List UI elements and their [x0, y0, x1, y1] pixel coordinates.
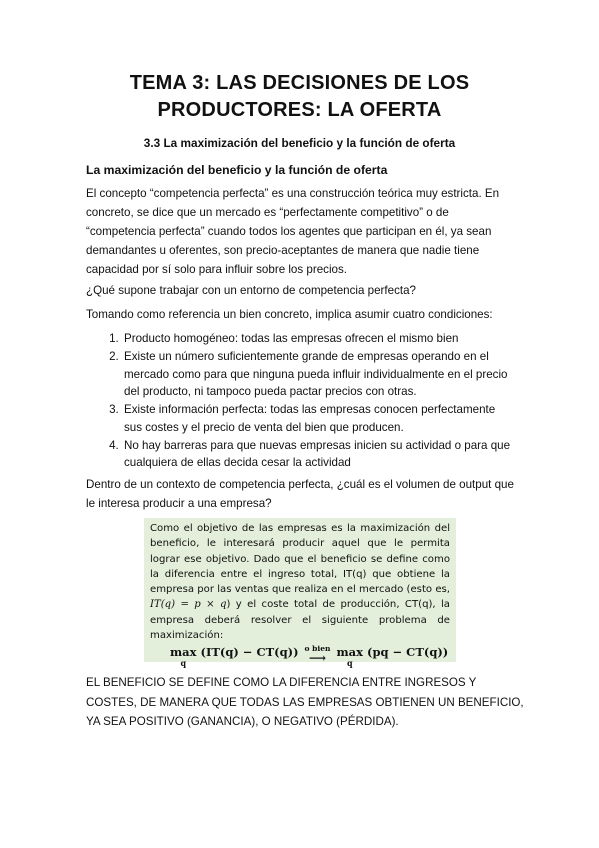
box-text-a: Como el objetivo de las empresas es la maximización del beneficio, le interesará producir aquel que le permita lograr ese objetivo. Dado que el beneficio se define como la diferencia entre el ingreso total, IT(q) que obtiene la empresa por las ventas que realiza en el mercado (esto es, [150, 523, 450, 596]
max-operator-left [170, 645, 196, 667]
max-subscript: q [180, 658, 187, 669]
list-item: 2. Existe un número suficientemente grande de empresas operando en el mercado como para que ninguna pueda influir individualmente en el precio del producto, ni tampoco pueda pactar precios con otras. [122, 348, 516, 401]
conditions-list [86, 330, 516, 472]
expression-right: (pq − CT(q)) [367, 645, 449, 660]
maximization-formula [150, 645, 450, 667]
max-label: max [336, 645, 363, 660]
section-subtitle: 3.3 La maximización del beneficio y la función de oferta [143, 136, 456, 150]
paragraph-output-question: Dentro de un contexto de competencia perfecta, ¿cuál es el volumen de output que le interesa producir a una empresa? [86, 478, 514, 510]
box-inline-formula: IT(q) = p × q [150, 599, 227, 611]
arrow-icon: ⟶ [308, 651, 327, 666]
paragraph-question: ¿Qué supone trabajar con un entorno de competencia perfecta? [86, 284, 416, 297]
paragraph-competencia-perfecta: El concepto “competencia perfecta” es una construcción teórica muy estricta. En concreto, se dice que un mercado es “perfectamente competitivo” o de “competencia perfecta” cuando todos los agentes que participan en él, ya sean demandantes u oferentes, son precio-aceptantes de manera que nadie tiene capacidad por sí solo para influir sobre los precios. [86, 187, 500, 276]
page-title: TEMA 3: LAS DECISIONES DE LOS PRODUCTORES: LA OFERTA [129, 72, 470, 121]
paragraph-conditions-intro: Tomando como referencia un bien concreto, implica asumir cuatro condiciones: [86, 308, 493, 321]
max-operator-right [337, 645, 363, 667]
maximization-box [144, 518, 456, 669]
paragraph-beneficio-definition: EL BENEFICIO SE DEFINE COMO LA DIFERENCIA ENTRE INGRESOS Y COSTES, DE MANERA QUE TODAS LAS EMPRESAS OBTIENEN UN BENEFICIO, YA SEA POSITIVO (GANANCIA), O NEGATIVO (PÉRDIDA). [86, 676, 524, 728]
arrow-label: o bien [304, 644, 331, 654]
expression-left: (IT(q) − CT(q)) [200, 645, 299, 660]
arrow-o-bien [304, 644, 331, 666]
section-heading: La maximización del beneficio y la función de oferta [86, 163, 388, 177]
max-label: max [170, 645, 197, 660]
list-item: 4. No hay barreras para que nuevas empresas inicien su actividad o para que cualquiera de ellas decida cesar la actividad [122, 437, 516, 472]
max-subscript: q [346, 658, 353, 669]
list-item: 1. Producto homogéneo: todas las empresas ofrecen el mismo bien [122, 330, 516, 348]
list-item: 3. Existe información perfecta: todas las empresas conocen perfectamente sus costes y el precio de venta del bien que producen. [122, 401, 516, 436]
box-text-b: ) y el coste total de producción, CT(q), la empresa deberá resolver el siguiente problema de maximización: [150, 599, 450, 642]
